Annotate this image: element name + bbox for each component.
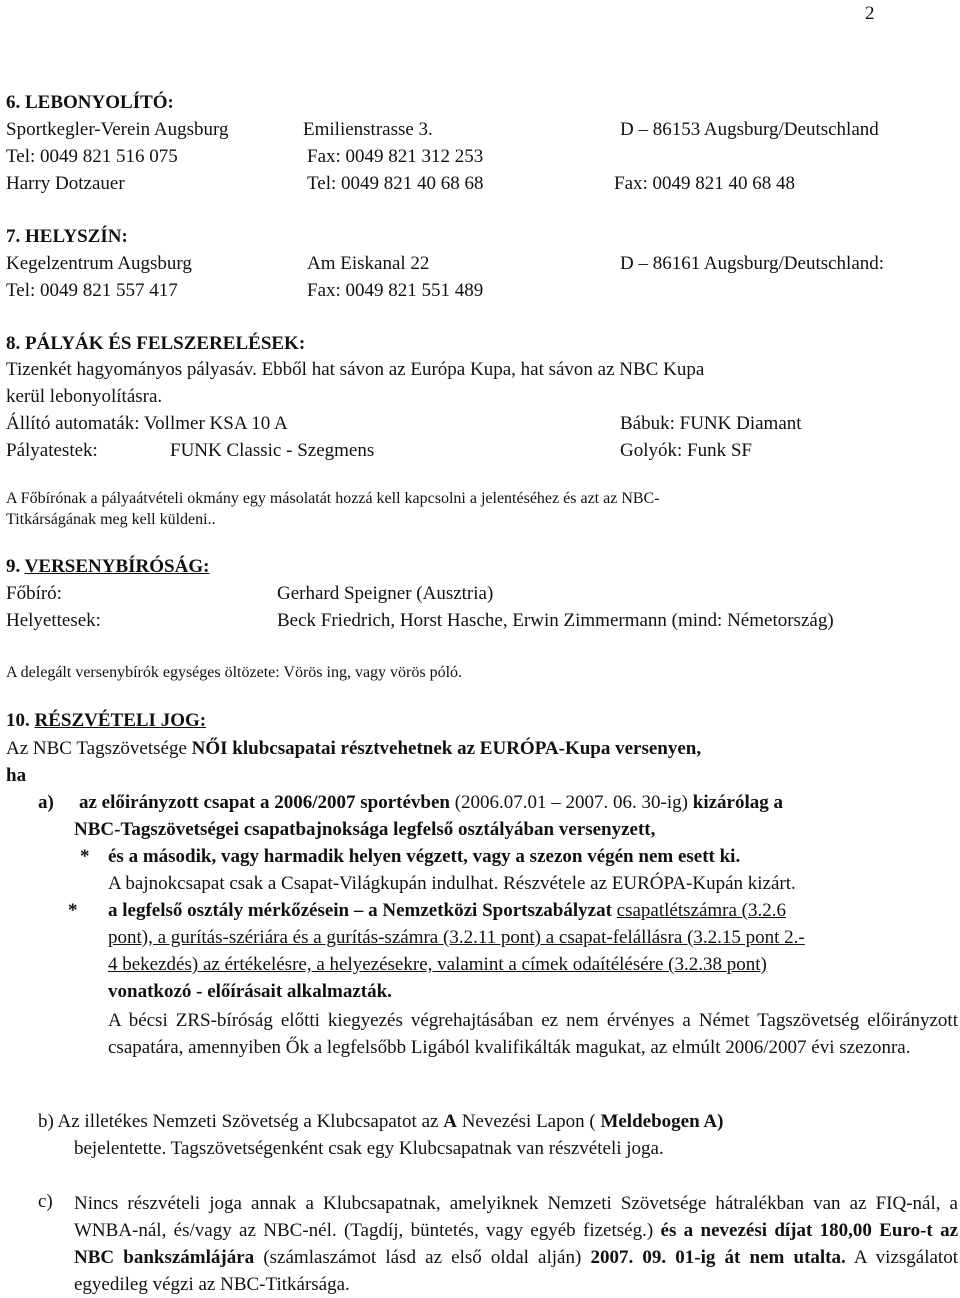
section-9-title: VERSENYBÍRÓSÁG: [24, 556, 210, 577]
item-b-line2: bejelentette. Tagszövetségenként csak egy Klubcsapatnak van részvételi joga. [74, 1138, 664, 1159]
item-b-form-text: Nevezési Lapon ( [456, 1111, 601, 1132]
organizer-tel: Tel: 0049 821 516 075 [6, 146, 178, 167]
chief-referee-name: Gerhard Speigner (Ausztria) [277, 583, 494, 604]
item-a-label: a) [38, 792, 54, 813]
item-c-deadline: 2007. 09. 01-ig át nem utalta. [590, 1247, 846, 1268]
participation-intro [6, 737, 701, 761]
item-c-label: c) [38, 1191, 53, 1212]
lane-bodies-label: Pályatestek: [6, 440, 98, 461]
venue-city: D – 86161 Augsburg/Deutschland: [620, 253, 885, 274]
item-c-text3: A vizsgálatot egyedileg végzi az NBC-Titkársága. [74, 1247, 958, 1295]
deputies-label: Helyettesek: [6, 610, 101, 631]
organizer-name: Sportkegler-Verein Augsburg [6, 119, 229, 140]
referee-note: A Főbírónak a pályaátvételi okmány egy másolatát hozzá kell kapcsolni a jelentéséhez és azt az NBC- [6, 490, 660, 507]
intro-if: ha [6, 765, 27, 786]
star2-line2: pont), a gurítás-szériára és a gurítás-számra (3.2.11 pont) a csapat-felállásra (3.2.15 pont 2.- [108, 927, 805, 948]
lanes-description-cont: kerül lebonyolításra. [6, 386, 163, 407]
item-b-form-name: Meldebogen A) [600, 1111, 724, 1132]
contact-fax: Fax: 0049 821 40 68 48 [614, 173, 796, 194]
star1-subtext: A bajnokcsapat csak a Csapat-Világkupán indulhat. Részvétele az EURÓPA-Kupán kizárt. [108, 873, 796, 894]
venue-tel: Tel: 0049 821 557 417 [6, 280, 178, 301]
contact-tel: Tel: 0049 821 40 68 68 [307, 173, 484, 194]
star2-underlined: csapatlétszámra (3.2.6 [616, 900, 787, 921]
intro-part-c: klubcsapatai résztvehetnek az EURÓPA-Kupa versenyen, [227, 738, 702, 759]
chief-referee-label: Főbíró: [6, 583, 62, 604]
pinsetter-info: Állító automaták: Vollmer KSA 10 A [6, 413, 288, 434]
item-a-exclusively: kizárólag a [692, 792, 783, 813]
lane-bodies-value: FUNK Classic - Szegmens [170, 440, 375, 461]
item-a-part1: az előirányzott csapat a 2006/2007 sportévben [79, 792, 450, 813]
item-c-text2: (számlaszámot lásd az első oldal alján) [254, 1247, 591, 1268]
section-6-heading: 6. LEBONYOLÍTÓ: [6, 92, 174, 113]
section-7-heading: 7. HELYSZÍN: [6, 226, 128, 247]
star2-line4: vonatkozó - előírásait alkalmazták. [108, 981, 392, 1002]
item-b-text: b) Az illetékes Nemzeti Szövetség a Klubcsapatot az [38, 1111, 444, 1132]
lanes-description: Tizenkét hagyományos pályasáv. Ebből hat sávon az Európa Kupa, hat sávon az NBC Kupa [6, 359, 705, 380]
organizer-city: D – 86153 Augsburg/Deutschland [620, 119, 879, 140]
section-10-title: RÉSZVÉTELI JOG: [34, 710, 207, 731]
venue-fax: Fax: 0049 821 551 489 [307, 280, 484, 301]
star2-symbol: * [68, 900, 78, 921]
section-9-heading [6, 555, 209, 579]
balls-info: Golyók: Funk SF [620, 440, 752, 461]
item-c-fee: és a nevezési díjat 180,00 Euro-t az NBC bankszámlájára [74, 1220, 959, 1268]
item-b-form-letter: A [443, 1111, 457, 1132]
star2-line3: 4 bekezdés) az értékelésre, a helyezésekre, valamint a címek odaítélésére (3.2.38 pont) [108, 954, 767, 975]
referee-note-cont: Titkárságának meg kell küldeni.. [6, 511, 216, 528]
section-8-heading: 8. PÁLYÁK ÉS FELSZERELÉSEK: [6, 333, 306, 354]
star2-line1 [108, 899, 786, 923]
referee-attire-note: A delegált versenybírók egységes öltözete: Vörös ing, vagy vörös póló. [6, 664, 463, 681]
star1-text: és a második, vagy harmadik helyen végzett, vagy a szezon végén nem esett ki. [108, 846, 741, 867]
section-9-number: 9. [6, 556, 21, 577]
item-b-line1 [38, 1110, 723, 1134]
section-10-number: 10. [6, 710, 30, 731]
page-number: 2 [865, 3, 875, 24]
organizer-street: Emilienstrasse 3. [303, 119, 433, 140]
intro-women: NŐI [191, 738, 228, 759]
section-10-heading [6, 709, 206, 733]
deputies-names: Beck Friedrich, Horst Hasche, Erwin Zimmermann (mind: Németország) [277, 610, 834, 631]
star1-symbol: * [80, 846, 90, 867]
item-c-text1: Nincs részvételi joga annak a Klubcsapatnak, amelyiknek Nemzeti Szövetsége hátralékban van az FIQ-nál, a WNBA-nál, és/vagy az NBC-nél. (Tagdíj, büntetés, vagy egyéb fizetség.) [74, 1193, 958, 1241]
venue-name: Kegelzentrum Augsburg [6, 253, 192, 274]
star2-bold: a legfelső osztály mérkőzésein – a Nemzetközi Sportszabályzat [108, 900, 612, 921]
pins-info: Bábuk: FUNK Diamant [620, 413, 802, 434]
venue-street: Am Eiskanal 22 [307, 253, 430, 274]
item-c-paragraph [74, 1190, 958, 1298]
item-a-line2: NBC-Tagszövetségei csapatbajnoksága legfelső osztályában versenyzett, [74, 819, 656, 840]
star2-paragraph: A bécsi ZRS-bíróság előtti kiegyezés végrehajtásában ez nem érvényes a Német Tagszövetség előirányzott csapatára, amennyiben Ők a legfelsőbb Ligából kvalifikálták magukat, az elmúlt 2006/2007 évi szezonra. [108, 1010, 958, 1058]
organizer-fax: Fax: 0049 821 312 253 [307, 146, 484, 167]
item-a-dates: (2006.07.01 – 2007. 06. 30-ig) [449, 792, 693, 813]
item-a-line1 [79, 791, 957, 815]
intro-part-a: Az NBC Tagszövetsége [6, 738, 192, 759]
contact-person: Harry Dotzauer [6, 173, 125, 194]
